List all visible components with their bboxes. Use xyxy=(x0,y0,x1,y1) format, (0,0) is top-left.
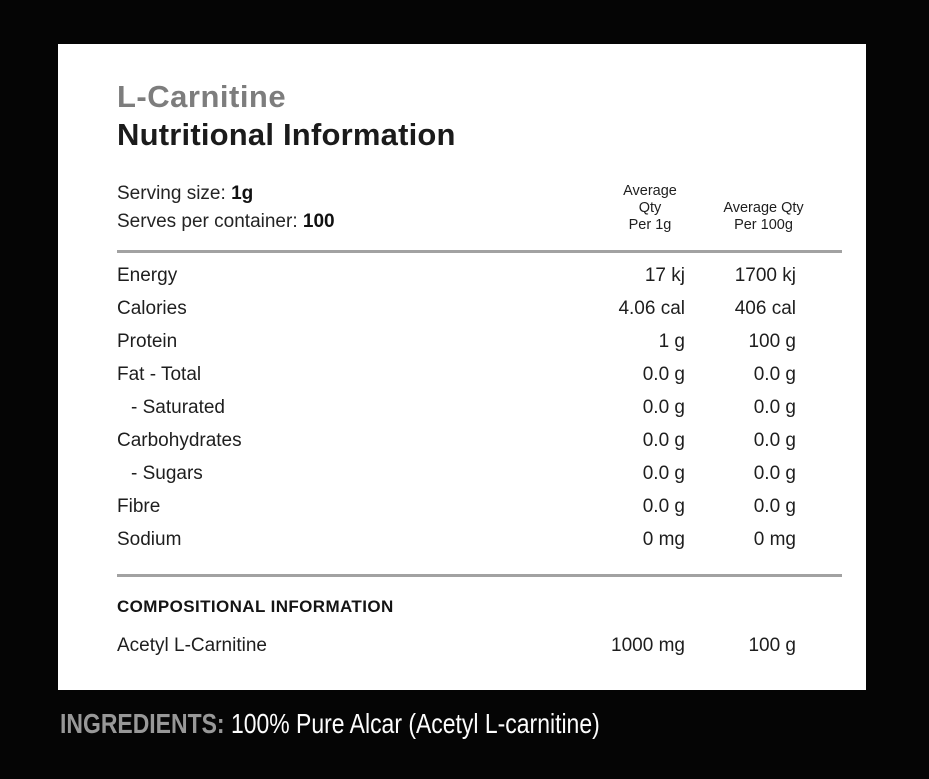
row-value-per-100g: 100 g xyxy=(748,330,796,352)
row-value-per-serve: 0 mg xyxy=(642,528,685,550)
serving-size-line xyxy=(117,180,555,208)
column-header-per-serve xyxy=(555,183,685,236)
ingredients-text: 100% Pure Alcar (Acetyl L-carnitine) xyxy=(230,708,600,739)
row-value-per-100g: 0.0 g xyxy=(753,363,796,385)
nutrition-label-panel xyxy=(58,44,866,690)
row-value-per-serve: 4.06 cal xyxy=(618,297,685,319)
serves-per-container-value: 100 xyxy=(302,211,335,232)
row-label: Acetyl L-Carnitine xyxy=(117,634,267,656)
row-value-per-100g: 406 cal xyxy=(734,297,796,319)
row-value-per-100g: 0.0 g xyxy=(753,396,796,418)
row-value-per-serve: 0.0 g xyxy=(642,363,685,385)
row-value-per-100g: 0.0 g xyxy=(753,429,796,451)
ingredients-label: INGREDIENTS: xyxy=(60,708,225,739)
serving-info xyxy=(117,180,555,236)
column-header-per-serve-line2: Per 1g xyxy=(628,217,672,233)
row-value-per-serve: 17 kj xyxy=(644,264,685,286)
column-header-per-100g-line2: Per 100g xyxy=(734,217,793,233)
column-header-per-100g-line1: Average Qty xyxy=(723,200,804,216)
row-value-per-100g: 0.0 g xyxy=(753,462,796,484)
row-value-per-serve: 0.0 g xyxy=(642,396,685,418)
row-label: - Saturated xyxy=(131,396,225,418)
row-label: Calories xyxy=(117,297,187,319)
row-value-per-100g: 0 mg xyxy=(753,528,796,550)
nutrition-table xyxy=(117,259,842,556)
product-name: L-Carnitine xyxy=(117,79,287,114)
row-label: - Sugars xyxy=(131,462,203,484)
divider-top xyxy=(117,250,842,253)
divider-bottom xyxy=(117,574,842,577)
row-label: Carbohydrates xyxy=(117,429,242,451)
row-label: Fat - Total xyxy=(117,363,202,385)
compositional-section-title: COMPOSITIONAL INFORMATION xyxy=(117,597,394,616)
row-label: Protein xyxy=(117,330,178,352)
serves-per-container-line xyxy=(117,208,555,236)
column-header-per-100g xyxy=(685,200,842,236)
ingredients-line xyxy=(60,708,600,740)
row-value-per-serve: 1000 mg xyxy=(611,634,685,656)
serving-size-value: 1g xyxy=(231,183,254,204)
serving-size-label: Serving size: xyxy=(117,183,226,204)
serving-and-column-headers xyxy=(117,180,842,236)
serves-per-container-label: Serves per container: xyxy=(117,211,298,232)
row-value-per-serve: 0.0 g xyxy=(642,429,685,451)
row-value-per-serve: 0.0 g xyxy=(642,495,685,517)
row-label: Sodium xyxy=(117,528,182,550)
row-label: Fibre xyxy=(117,495,161,517)
row-value-per-100g: 1700 kj xyxy=(734,264,796,286)
compositional-table xyxy=(117,629,842,662)
page-title: Nutritional Information xyxy=(117,117,456,152)
row-value-per-100g: 100 g xyxy=(748,634,796,656)
column-header-per-serve-line1: Average Qty xyxy=(623,183,677,216)
row-value-per-100g: 0.0 g xyxy=(753,495,796,517)
row-label: Energy xyxy=(117,264,178,286)
row-value-per-serve: 0.0 g xyxy=(642,462,685,484)
row-value-per-serve: 1 g xyxy=(658,330,685,352)
